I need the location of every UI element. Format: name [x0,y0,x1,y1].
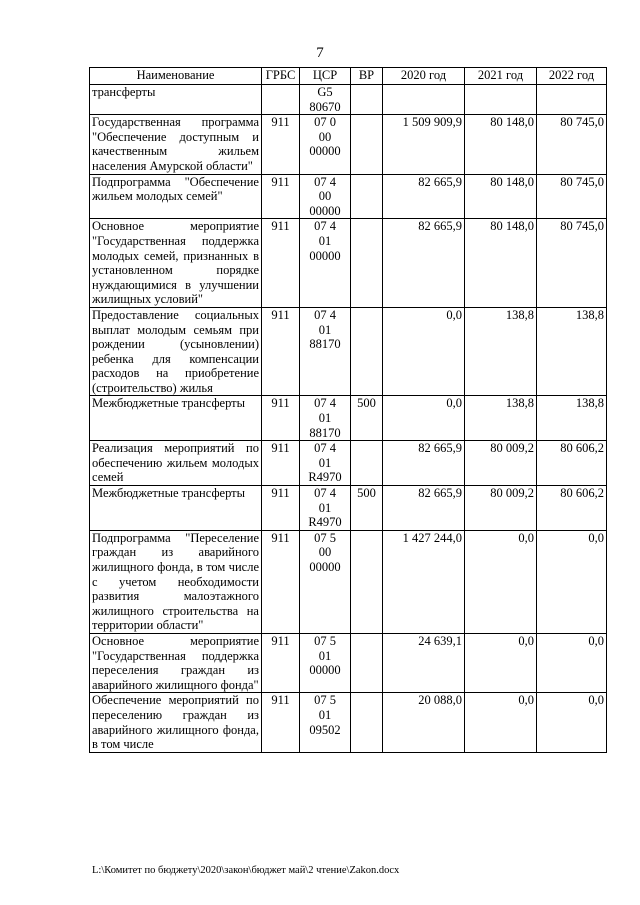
row-vr: 500 [351,396,383,441]
row-2020: 1 509 909,9 [383,115,465,174]
row-grbs: 911 [262,530,300,633]
row-grbs: 911 [262,396,300,441]
table-row [90,115,607,174]
row-vr [351,633,383,692]
row-name: Предоставление социальных выплат молодым семьям при рождении (усыновлении) ребенка для компенсации расходов на приобретение (строительство) жилья [90,307,262,396]
table-row [90,693,607,752]
row-2022: 0,0 [537,633,607,692]
row-csr: 07 4 01 R4970 [300,486,351,531]
row-csr: 07 4 01 88170 [300,307,351,396]
row-csr: 07 4 00 00000 [300,174,351,219]
row-name: Межбюджетные трансферты [90,486,262,531]
row-name: Основное мероприятие "Государственная поддержка переселения граждан из аварийного жилищного фонда" [90,633,262,692]
row-grbs: 911 [262,693,300,752]
row-2022: 80 606,2 [537,441,607,486]
row-2021 [465,85,537,115]
row-2021: 80 148,0 [465,174,537,219]
row-2021: 138,8 [465,307,537,396]
row-grbs [262,85,300,115]
column-header-2021: 2021 год [465,68,537,85]
table-row [90,530,607,633]
row-csr: 07 5 01 09502 [300,693,351,752]
row-grbs: 911 [262,307,300,396]
row-2021: 80 148,0 [465,115,537,174]
row-vr [351,115,383,174]
row-vr [351,219,383,308]
row-csr: 07 4 01 88170 [300,396,351,441]
row-grbs: 911 [262,441,300,486]
column-header-2020: 2020 год [383,68,465,85]
column-header-name: Наименование [90,68,262,85]
row-2022: 0,0 [537,530,607,633]
row-2020: 82 665,9 [383,219,465,308]
table-row [90,307,607,396]
row-grbs: 911 [262,633,300,692]
row-vr [351,85,383,115]
row-2020: 24 639,1 [383,633,465,692]
row-2020: 0,0 [383,307,465,396]
row-grbs: 911 [262,174,300,219]
table-row [90,396,607,441]
row-2022: 0,0 [537,693,607,752]
row-2021: 0,0 [465,530,537,633]
row-2022: 80 745,0 [537,219,607,308]
row-grbs: 911 [262,486,300,531]
table-row [90,85,607,115]
budget-table [89,67,607,753]
column-header-grbs: ГРБС [262,68,300,85]
row-vr [351,530,383,633]
row-2022: 80 606,2 [537,486,607,531]
row-name: трансферты [90,85,262,115]
row-2021: 0,0 [465,633,537,692]
table-row [90,219,607,308]
row-name: Основное мероприятие "Государственная поддержка молодых семей, признанных в установленном порядке нуждающимися в улучшении жилищных условий" [90,219,262,308]
row-csr: 07 4 01 00000 [300,219,351,308]
row-2021: 80 009,2 [465,441,537,486]
row-name: Подпрограмма "Обеспечение жильем молодых семей" [90,174,262,219]
row-2020: 82 665,9 [383,441,465,486]
row-grbs: 911 [262,115,300,174]
row-name: Обеспечение мероприятий по переселению граждан из аварийного жилищного фонда, в том числе [90,693,262,752]
row-2021: 138,8 [465,396,537,441]
row-csr: 07 5 01 00000 [300,633,351,692]
row-csr: G5 80670 [300,85,351,115]
row-2022: 80 745,0 [537,115,607,174]
row-2020: 20 088,0 [383,693,465,752]
column-header-vr: ВР [351,68,383,85]
row-vr [351,441,383,486]
row-vr [351,693,383,752]
row-2022: 80 745,0 [537,174,607,219]
row-2020: 82 665,9 [383,486,465,531]
row-csr: 07 5 00 00000 [300,530,351,633]
table-row [90,441,607,486]
row-2022: 138,8 [537,396,607,441]
row-grbs: 911 [262,219,300,308]
column-header-csr: ЦСР [300,68,351,85]
row-name: Государственная программа "Обеспечение доступным и качественным жильем населения Амурской области" [90,115,262,174]
table-row [90,486,607,531]
table-row [90,633,607,692]
row-csr: 07 4 01 R4970 [300,441,351,486]
row-2021: 80 009,2 [465,486,537,531]
row-2020 [383,85,465,115]
row-2020: 1 427 244,0 [383,530,465,633]
column-header-2022: 2022 год [537,68,607,85]
row-vr [351,174,383,219]
page-number: 7 [316,45,324,61]
row-2020: 82 665,9 [383,174,465,219]
row-2020: 0,0 [383,396,465,441]
file-path-footer: L:\Комитет по бюджету\2020\закон\бюджет май\2 чтение\Zakon.docx [92,865,400,876]
row-2021: 80 148,0 [465,219,537,308]
row-2022 [537,85,607,115]
row-name: Межбюджетные трансферты [90,396,262,441]
row-2021: 0,0 [465,693,537,752]
table-header-row [90,68,607,85]
row-name: Подпрограмма "Переселение граждан из аварийного жилищного фонда, в том числе с учетом необходимости развития малоэтажного жилищного строительства на территории области" [90,530,262,633]
row-csr: 07 0 00 00000 [300,115,351,174]
row-vr [351,307,383,396]
table-row [90,174,607,219]
row-name: Реализация мероприятий по обеспечению жильем молодых семей [90,441,262,486]
row-vr: 500 [351,486,383,531]
row-2022: 138,8 [537,307,607,396]
